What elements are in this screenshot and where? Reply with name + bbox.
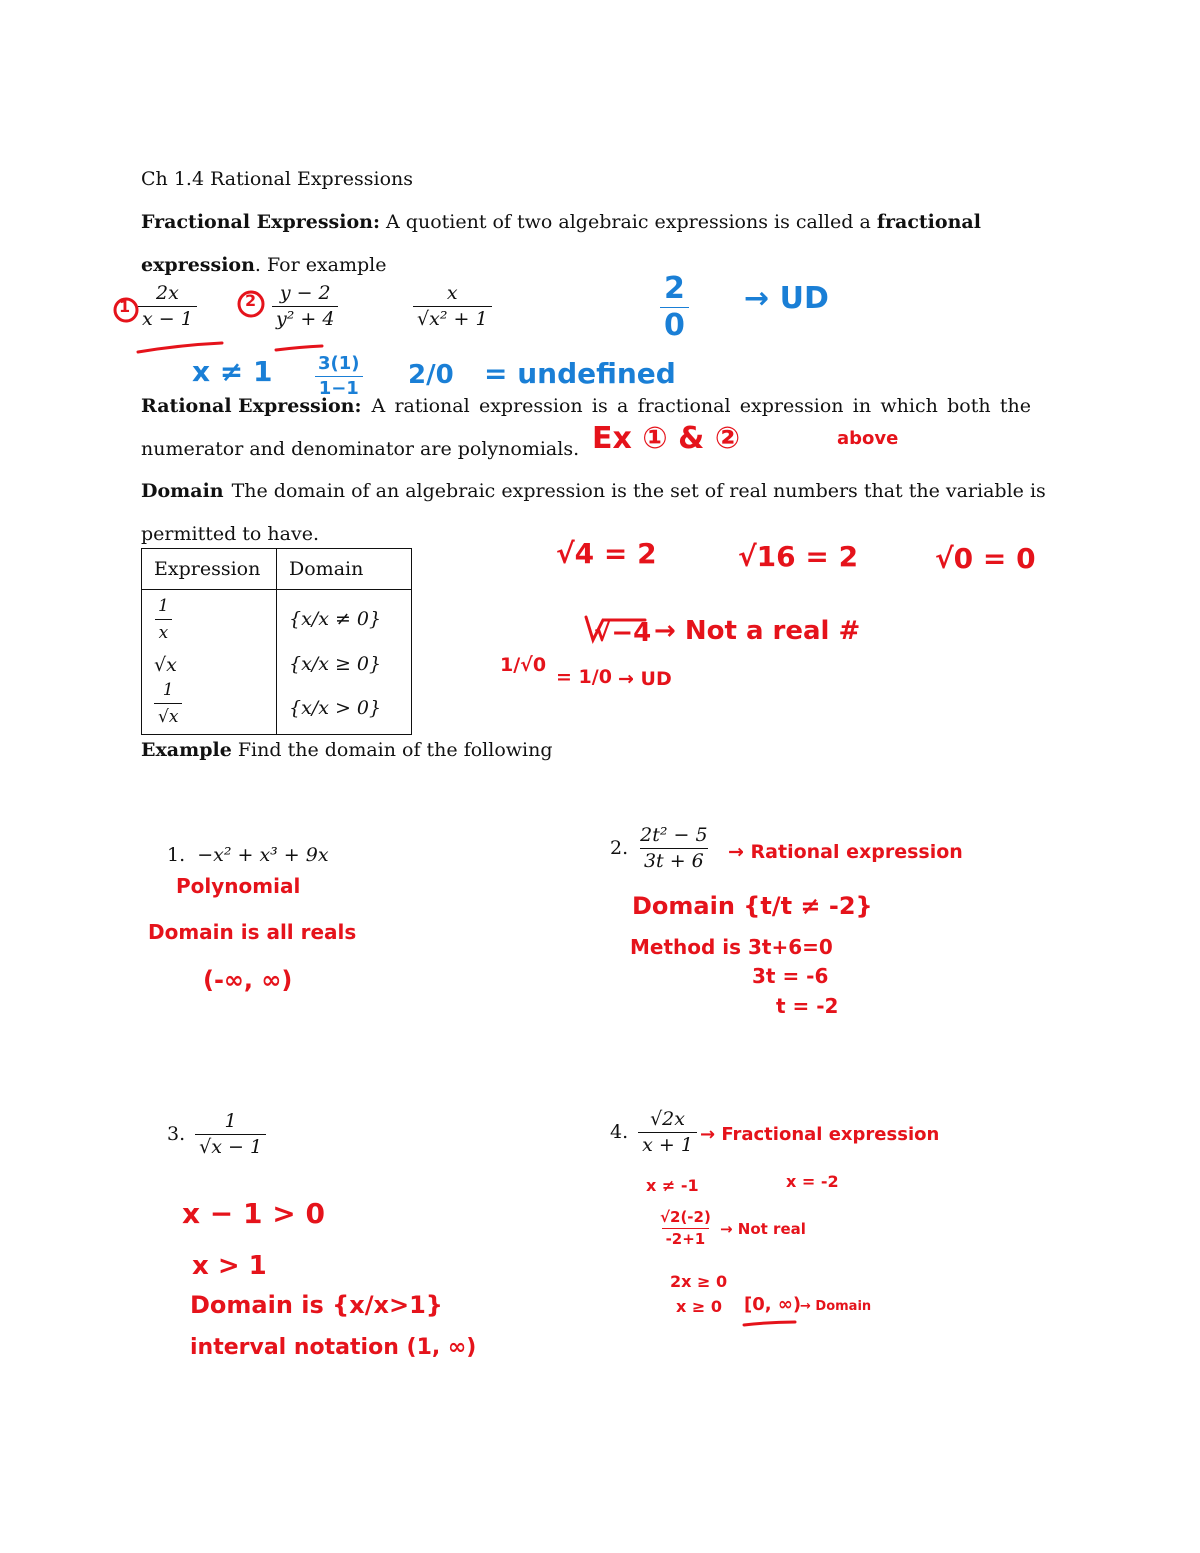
problem-2-fraction: $\frac{\text{2t² − 5}}{3t + 6}$: [640, 824, 708, 872]
rational-expression-term: Rational Expression:: [141, 395, 362, 417]
p3-interval: interval notation (1, ∞): [190, 1335, 477, 1360]
one-over-sqrt0-note: 1/√0: [500, 654, 547, 676]
circle-2-label: 2: [245, 291, 257, 310]
table-expression-2: √x: [154, 654, 177, 676]
p4-x-eq-neg2: x = -2: [786, 1172, 839, 1191]
rational-expression-definition: Rational Expression: A rational expression is a fractional expression in which both the: [141, 395, 1031, 417]
sqrt-16-note: √16 = 2: [738, 540, 859, 573]
table-domain-1: {x/x ≠ 0}: [289, 608, 382, 630]
table-header-domain: Domain: [277, 549, 412, 590]
p4-2x-ge-0: 2x ≥ 0: [670, 1272, 728, 1291]
table-domain-2: {x/x ≥ 0}: [289, 653, 382, 675]
sqrt-0-note: √0 = 0: [935, 542, 1036, 575]
p4-x-ge-0: x ≥ 0: [676, 1297, 722, 1316]
blue-undefined: = undefined: [484, 357, 676, 390]
problem-4-label: 4.: [610, 1121, 629, 1143]
example-fraction-3: $\frac{x}{\text{√x² + 1}}$: [413, 284, 492, 329]
p3-domain: Domain is {x/x>1}: [190, 1291, 443, 1319]
p2-step3: t = -2: [776, 994, 839, 1018]
blue-substitution: $\frac{3(1)}{1-1}$: [314, 355, 364, 398]
table-expression-3: $\frac{1}{√x}$: [154, 680, 182, 727]
domain-term: Domain: [141, 480, 224, 502]
fractional-expression-definition: Fractional Expression: A quotient of two algebraic expressions is called a fractional: [141, 211, 981, 233]
ud-note-2: → UD: [618, 668, 672, 690]
p2-method: Method is 3t+6=0: [630, 935, 833, 959]
blue-two-over-zero: $\frac{2}{0}$: [660, 274, 689, 341]
fractional-expression-term: Fractional Expression:: [141, 211, 380, 233]
p2-domain: Domain {t/t ≠ -2}: [632, 892, 873, 920]
p2-rational-note: → Rational expression: [728, 841, 963, 863]
p1-polynomial: Polynomial: [176, 874, 301, 898]
above-note: above: [837, 428, 899, 449]
p4-not-real: → Not real: [720, 1220, 806, 1238]
domain-definition: Domain The domain of an algebraic expression is the set of real numbers that the variable is: [141, 480, 1046, 502]
problem-1-expression: −x² + x³ + 9x: [197, 844, 329, 866]
p1-interval: (-∞, ∞): [203, 966, 293, 994]
blue-x-not-1: x ≠ 1: [192, 355, 273, 388]
example-heading: Example Find the domain of the following: [141, 739, 553, 761]
circle-1-label: 1: [119, 297, 131, 316]
p4-fractional-note: → Fractional expression: [700, 1124, 940, 1145]
sqrt-neg4-note: √−4: [594, 618, 652, 648]
p1-domain: Domain is all reals: [148, 920, 357, 944]
underline-interval-4: [744, 1322, 795, 1325]
fractional-expression-definition-line2: expression. For example: [141, 254, 387, 276]
p2-step2: 3t = -6: [752, 964, 829, 988]
table-header-expression: Expression: [142, 549, 277, 590]
p4-domain-note: → Domain: [800, 1299, 872, 1314]
p4-x-not-neg1: x ≠ -1: [646, 1176, 699, 1195]
underline-1: [138, 343, 222, 352]
table-domain-3: {x/x > 0}: [289, 697, 382, 719]
sqrt-4-note: √4 = 2: [556, 537, 657, 570]
p3-step2: x > 1: [192, 1251, 267, 1281]
table-expression-1: $\frac{1}{x}$: [154, 596, 173, 643]
problem-1-label: 1.: [167, 844, 186, 866]
rational-expression-definition-line2: numerator and denominator are polynomials.: [141, 438, 580, 460]
underline-2: [276, 346, 322, 350]
p4-interval: [0, ∞): [744, 1294, 802, 1315]
ex-note: Ex ① & ②: [592, 421, 741, 456]
p4-check-fraction: $\frac{√2(-2)}{-2+1}$: [660, 1208, 711, 1248]
page-title: Ch 1.4 Rational Expressions: [141, 168, 414, 190]
fractional-keyword: fractional: [876, 211, 981, 233]
blue-arrow-ud: → UD: [744, 281, 829, 316]
one-over-zero-note: = 1/0: [556, 666, 612, 688]
problem-3-label: 3.: [167, 1123, 186, 1145]
example-fraction-1: $\frac{2x}{x - 1}$: [138, 284, 197, 329]
problem-2-label: 2.: [610, 837, 629, 859]
example-fraction-2: $\frac{y - 2}{\text{y² + 4}}$: [272, 284, 338, 329]
problem-4-fraction: $\frac{√2x}{x + 1}$: [638, 1110, 697, 1155]
blue-two-over-zero-2: 2/0: [408, 360, 454, 390]
problem-3-fraction: $\frac{1}{√x - 1}$: [195, 1112, 266, 1157]
domain-definition-line2: permitted to have.: [141, 523, 319, 545]
not-real-note: → Not a real #: [654, 616, 861, 646]
p3-step1: x − 1 > 0: [182, 1197, 325, 1230]
